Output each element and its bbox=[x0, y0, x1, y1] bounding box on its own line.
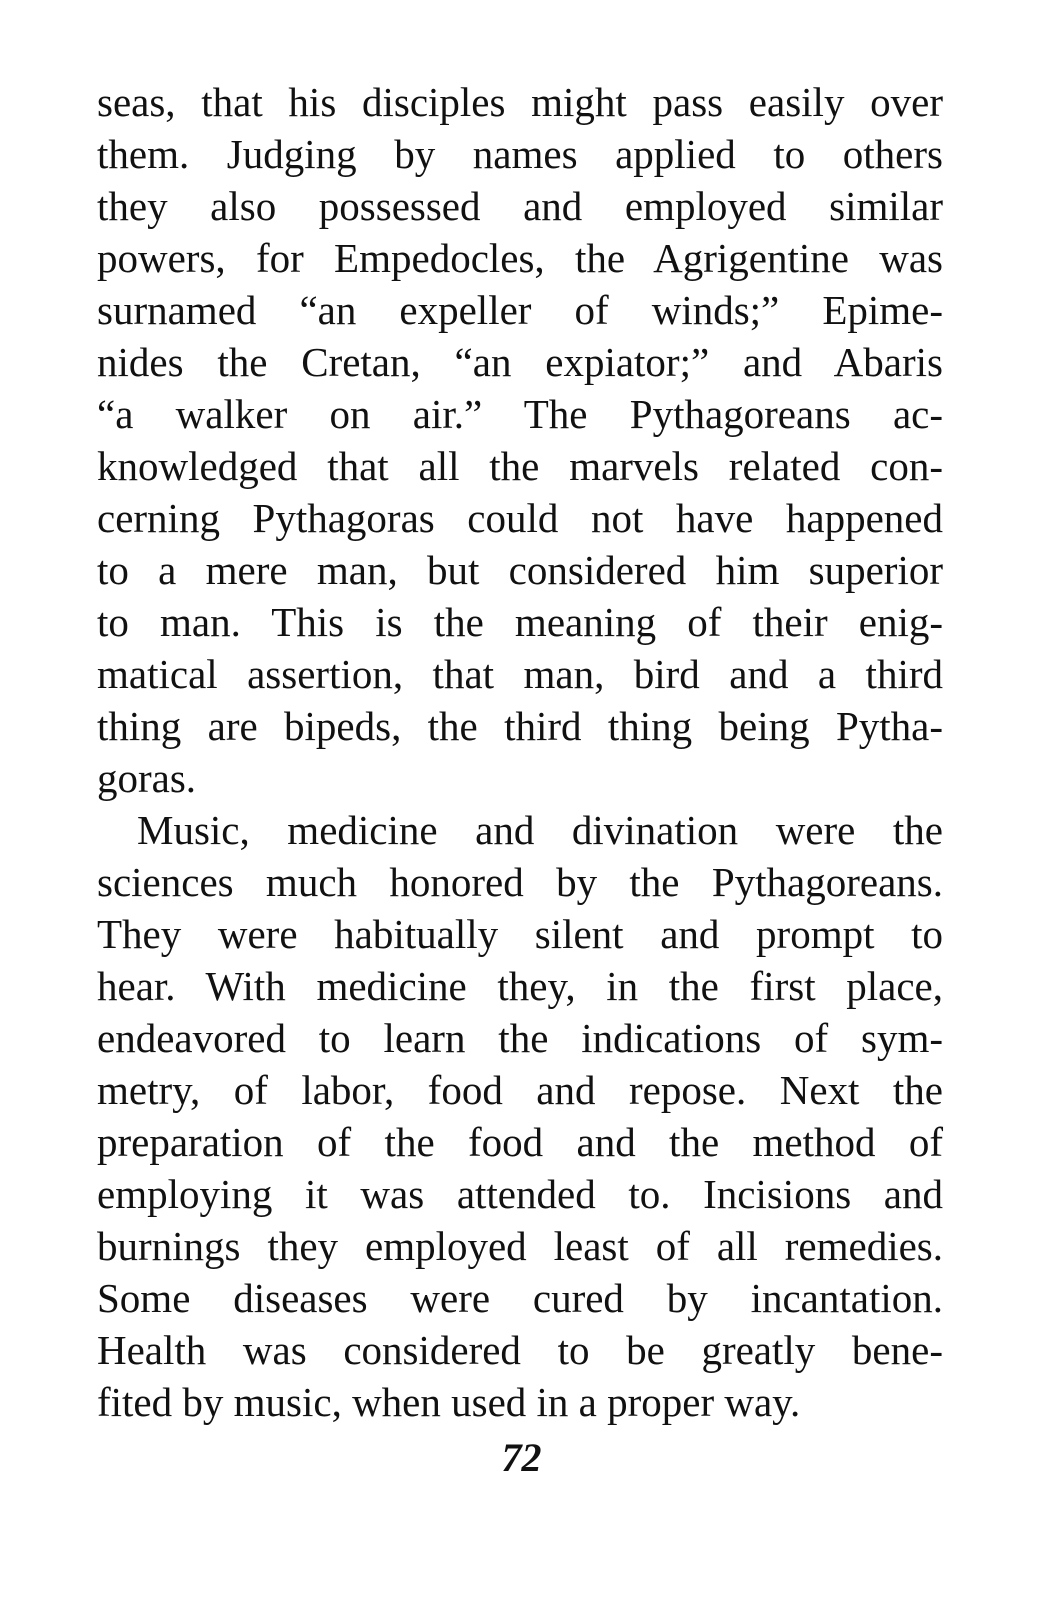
text-line: seas, that his disciples might pass easily over bbox=[97, 79, 943, 125]
text-line: knowledged that all the marvels related con- bbox=[97, 443, 943, 489]
text-line: “a walker on air.” The Pythagoreans ac- bbox=[97, 391, 943, 437]
text-line: to man. This is the meaning of their enig- bbox=[97, 599, 943, 645]
text-line: burnings they employed least of all remedies. bbox=[97, 1223, 943, 1269]
text-line: employing it was attended to. Incisions and bbox=[97, 1171, 943, 1217]
text-line: fited by music, when used in a proper way. bbox=[97, 1379, 801, 1425]
text-line: surnamed “an expeller of winds;” Epime- bbox=[97, 287, 943, 333]
text-line: preparation of the food and the method of bbox=[97, 1119, 943, 1165]
text-line: they also possessed and employed similar bbox=[97, 183, 943, 229]
text-line: They were habitually silent and prompt to bbox=[97, 911, 943, 957]
text-line: to a mere man, but considered him superior bbox=[97, 547, 943, 593]
page-number: 72 bbox=[501, 1435, 542, 1480]
paragraph-pythagoreans-powers bbox=[97, 76, 943, 804]
text-line: hear. With medicine they, in the first place, bbox=[97, 963, 943, 1009]
text-line: sciences much honored by the Pythagoreans. bbox=[97, 859, 943, 905]
text-line: metry, of labor, food and repose. Next the bbox=[97, 1067, 943, 1113]
text-line: thing are bipeds, the third thing being Pytha- bbox=[97, 703, 943, 749]
paragraph-music-medicine bbox=[97, 804, 943, 1428]
text-line: goras. bbox=[97, 755, 197, 801]
text-line: Music, medicine and divination were the bbox=[137, 807, 943, 853]
text-line: endeavored to learn the indications of sym- bbox=[97, 1015, 943, 1061]
text-line: them. Judging by names applied to others bbox=[97, 131, 943, 177]
text-line: nides the Cretan, “an expiator;” and Abaris bbox=[97, 339, 943, 385]
text-line: powers, for Empedocles, the Agrigentine was bbox=[97, 235, 943, 281]
text-line: Some diseases were cured by incantation. bbox=[97, 1275, 943, 1321]
text-line: cerning Pythagoras could not have happened bbox=[97, 495, 943, 541]
text-line: Health was considered to be greatly bene- bbox=[97, 1327, 943, 1373]
text-line: matical assertion, that man, bird and a third bbox=[97, 651, 943, 697]
